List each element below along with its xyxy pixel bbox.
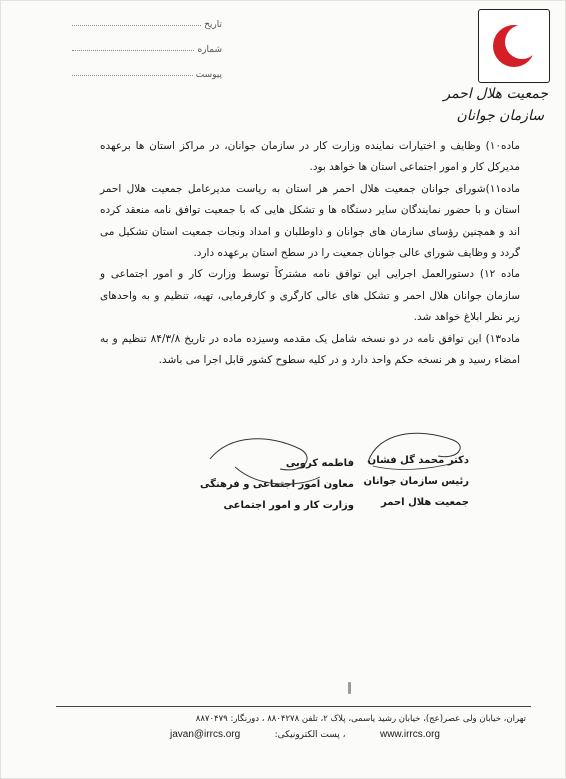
- signer-title: رئیس سازمان جوانان: [363, 476, 469, 487]
- article-11: ماده۱۱)شورای جوانان جمعیت هلال احمر هر استان به ریاست مدیرعامل جمعیت هلال احمر استان و با حضور نمایندگان سایر دستگاه ها و تشکل هایی که با جمعیت توافق نامه منعقد کرده اند و همچنین رؤسای سازمان های جوانان و داوطلبان و امداد ونجات جمعیت استان تشکیل می گردد و وظایف شورای عالی جوانان جمعیت را در سطح استان برعهده دارد.: [100, 182, 520, 260]
- article-13: ماده۱۳) این توافق نامه در دو نسخه شامل یک مقدمه وسیزده ماده در تاریخ ۸۴/۳/۸ تنظیم و به امضاء رسید و هر نسخه حکم واحد دارد و در کلیه سطوح کشور قابل اجرا می باشد.: [100, 332, 520, 367]
- footer-divider: [56, 706, 531, 707]
- number-line: [72, 50, 194, 51]
- footer-contact: [170, 729, 440, 740]
- attachment-line: [72, 75, 193, 76]
- red-crescent-icon: [489, 21, 539, 71]
- org-name: جمعیت هلال احمر: [443, 86, 548, 102]
- signer-org: وزارت کار و امور اجتماعی: [223, 500, 354, 511]
- signature-block-labor-ministry: [200, 453, 354, 516]
- signer-name: دکتر محمد گل فشان: [367, 455, 469, 466]
- signer-org: جمعیت هلال احمر: [381, 497, 469, 508]
- footer-email-label: ، پست الکترونیکی:: [274, 729, 346, 740]
- number-label: شماره: [197, 45, 222, 55]
- signature-block-youth-org: [364, 450, 469, 513]
- footer-website[interactable]: www.irrcs.org: [379, 729, 440, 740]
- letter-meta: [72, 10, 222, 85]
- org-subname: سازمان جوانان: [456, 108, 544, 124]
- date-row: [72, 10, 222, 30]
- footer-address: تهران، خیابان ولی عصر(عج)، خیابان رشید یاسمی، پلاک ۲، تلفن ۸۸۰۴۲۷۸ ، دورنگار: ۸۸۷۰۴۷۹: [195, 714, 526, 724]
- date-line: [72, 25, 201, 26]
- article-12: ماده ۱۲) دستورالعمل اجرایی این توافق نامه مشترکاً توسط وزارت کار و امور اجتماعی و سازمان جوانان هلال احمر و تشکل های عالی کارگری و کارفرمایی، تهیه، تنظیم و به واحدهای زیر نظر ابلاغ خواهد شد.: [100, 268, 520, 324]
- attachment-row: [72, 60, 222, 80]
- logo-box: [478, 9, 550, 83]
- footer-email[interactable]: javan@irrcs.org: [170, 729, 241, 740]
- document-body: [100, 136, 520, 371]
- date-label: تاریخ: [204, 20, 222, 30]
- scan-mark: [348, 682, 351, 694]
- article-10: ماده۱۰) وظایف و اختیارات نماینده وزارت کار در سازمان جوانان، در مراکز استان ها برعهده مدیرکل کار و امور اجتماعی استان ها خواهد بود.: [100, 140, 520, 174]
- signer-name: فاطمه کروبی: [285, 458, 354, 469]
- number-row: [72, 35, 222, 55]
- signer-title: معاون امور اجتماعی و فرهنگی: [200, 479, 354, 490]
- attachment-label: پیوست: [195, 70, 222, 80]
